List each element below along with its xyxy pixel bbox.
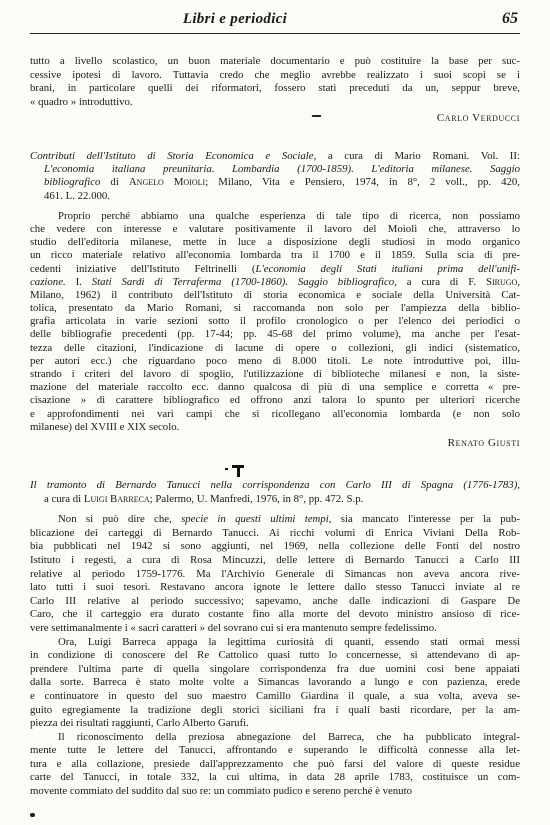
body-line xyxy=(30,731,520,745)
text-segment: e approfondimenti nei vari campi che si ricollegano all'economia lombarda (e non solo xyxy=(30,407,520,420)
body-line xyxy=(30,527,520,541)
body-line xyxy=(30,249,520,262)
text-segment: vere settimanalmente i « sacri caratteri » del sovrano cui si era mantenuto sempre fedelissimo. xyxy=(30,621,437,634)
text-segment: « quadro » introduttivo. xyxy=(30,95,133,108)
printer-foot-mark xyxy=(30,813,35,817)
text-segment: 461. L. 22.000. xyxy=(44,189,110,202)
text-segment: Milano, 1962) il contributo dell'Istituto di storia economica e sociale della Università Cat- xyxy=(30,288,520,301)
body-line xyxy=(30,744,520,758)
text-segment: di xyxy=(100,176,129,189)
body-line xyxy=(30,355,520,368)
text-segment: milanese) del XVIII e XIX secolo. xyxy=(30,420,180,433)
heading-line xyxy=(30,190,520,203)
body-paragraph xyxy=(30,210,520,434)
body-line xyxy=(30,69,520,83)
text-segment: strando i criteri del lavoro di spoglio, l'utilizzazione di biblioteche milanesi e non, la siste- xyxy=(30,368,520,380)
body-line xyxy=(30,785,520,799)
text-segment: un ricco materiale relativo all'economia lombarda tra il 1700 e il 1859. Sulla scia di pre- xyxy=(30,249,520,262)
text-segment: guito egregiamente la tradizione degli storici siciliani fra i quali basti ricordare, per la am- xyxy=(30,703,520,716)
text-segment: bia pubblicati nel 1942 si sono aggiunti, nel 1969, nella collezione delle Fonti del nostro xyxy=(30,540,520,553)
text-segment: carte del Tanucci, in totale 332, la cui ultima, in data 28 aprile 1783, costituisce un com- xyxy=(30,771,520,784)
body-line xyxy=(30,381,520,394)
text-segment: L'economia degli Stati italiani prima dell'unifi- xyxy=(255,262,520,275)
body-line xyxy=(30,210,520,223)
body-paragraph xyxy=(30,636,520,731)
text-segment: L'economia italiana preunitaria. Lombardia (1700-1859). L'editoria milanese. Saggio xyxy=(44,163,520,176)
text-segment: Carlo III relative al periodo successivo; sapevamo, anche dalle indicazioni di Gaspare De xyxy=(30,594,520,607)
heading-line xyxy=(30,493,520,507)
text-segment: relative al periodo 1759-1776. Ma l'Archivio Generale di Simancas non aveva ancora rive- xyxy=(30,567,520,580)
text-segment: cazione. xyxy=(30,275,66,288)
text-segment: Il riconoscimento della preziosa abnegazione del Barreca, che ha pubblicato integral- xyxy=(58,730,520,743)
text-segment: Istituto i regesti, a cura di Rosa Mincuzzi, delle lettere di Bernardo Tanucci a Carlo III xyxy=(30,553,520,566)
body-line xyxy=(30,608,520,622)
review-moioli-section xyxy=(30,150,520,450)
heading-line xyxy=(30,150,520,163)
reviewer-signature: Renato Giusti xyxy=(447,436,520,449)
body-line xyxy=(30,421,520,434)
text-segment: Angelo Moioli xyxy=(128,176,206,189)
body-paragraph xyxy=(30,513,520,635)
body-line xyxy=(30,704,520,718)
body-line xyxy=(30,408,520,421)
text-segment: ; Milano, Vita e Pensiero, 1974, in 8°, 2 voll., pp. 420, xyxy=(205,176,520,189)
body-line xyxy=(30,263,520,276)
running-title: Libri e periodici xyxy=(182,11,288,27)
text-segment: studio dell'editoria milanese, mette in luce a disposizione degli studiosi in modo organico xyxy=(30,236,520,249)
text-segment: dalla sorte. Barreca è stato molte volte a Simancas lavorando a lungo e con pazienza, erede xyxy=(30,676,520,689)
body-line xyxy=(30,595,520,609)
body-line xyxy=(30,758,520,772)
body-line xyxy=(30,690,520,704)
body-line xyxy=(30,302,520,315)
printer-t-mark xyxy=(232,465,244,477)
body-line xyxy=(30,368,520,381)
body-paragraph xyxy=(30,731,520,799)
body-paragraph xyxy=(30,55,520,109)
text-segment: in condizione di conoscere del Re Cattolico quasi tutto lo concernesse, si attendevano di ap- xyxy=(30,649,520,662)
body-line xyxy=(30,82,520,96)
review-closing-section xyxy=(30,55,520,125)
body-line xyxy=(30,554,520,568)
text-segment: Ora, Luigi Barreca appaga la legittima curiosità di quanti, essendo stati ormai messi xyxy=(58,635,520,648)
bibliographic-heading xyxy=(30,479,520,506)
text-segment: Sirugo xyxy=(485,275,518,288)
text-segment: specie in questi ultimi tempi xyxy=(181,513,329,526)
text-segment: delle bibliografie precedenti (pp. 17-44; pp. 45-68 del primo volume), ma anche per l'esat- xyxy=(30,328,520,341)
running-header xyxy=(30,9,520,34)
text-segment: cessive ipotesi di lavoro. Tuttavia credo che meglio avrebbe realizzato i suoi scopi se i xyxy=(30,68,520,81)
body-line xyxy=(30,636,520,650)
text-segment: ; Palermo, U. Manfredi, 1976, in 8°, pp. 472. S.p. xyxy=(149,492,364,505)
body-line xyxy=(30,771,520,785)
text-segment: tutto a livello scolastico, un buon materiale documentario e può costituire la base per suc- xyxy=(30,55,520,67)
text-segment: grafia articolata in varie sezioni sotto il profilo cronologico o per l'elenco dei periodici o xyxy=(30,315,520,328)
body-line xyxy=(30,568,520,582)
text-segment: , a cura di F. xyxy=(394,275,486,288)
text-segment: Il tramonto di Bernardo Tanucci nella corrispondenza con Carlo III di Spagna (1776-1783), xyxy=(30,479,520,491)
body-line xyxy=(30,581,520,595)
body-line xyxy=(30,676,520,690)
heading-line xyxy=(30,479,520,493)
body-line xyxy=(30,394,520,407)
text-segment: Luigi Barreca xyxy=(83,492,150,505)
printer-dot-mark xyxy=(225,468,228,470)
text-segment: piezza dei risultati raggiunti, Carlo Alberto Garufi. xyxy=(30,717,249,730)
printer-dash-mark xyxy=(312,115,322,117)
text-segment: I. xyxy=(65,275,92,288)
body-line xyxy=(30,289,520,302)
text-segment: mente tutte le lettere del Tanucci, affrontando e superando le difficoltà connesse alla let- xyxy=(30,744,520,757)
bibliographic-heading xyxy=(30,150,520,203)
text-segment: e continuatore in questo del suo maestro Camillo Giardina il quale, a sua volta, aveva se- xyxy=(30,689,520,702)
body-line xyxy=(30,622,520,636)
text-segment: per autori ecc.) che riguardano poco meno di 8.000 titoli. Le note introduttive poi, illu- xyxy=(30,354,520,367)
body-line xyxy=(30,513,520,527)
body-line xyxy=(30,717,520,731)
body-line xyxy=(30,223,520,236)
page-number: 65 xyxy=(502,10,518,27)
text-segment: brani, in particolare quelli dei riformatori, fossero stati preceduti da un, seppur breve, xyxy=(30,82,520,95)
text-segment: cedenti iniziative dell'Istituto Feltrinelli ( xyxy=(30,262,256,275)
text-segment: , sia mancato l'interesse per la pub- xyxy=(328,513,520,526)
text-segment: Stati Sardi di Terraferma (1700-1860). Saggio bibliografico xyxy=(91,275,395,288)
text-segment: lato tutti i suoi tesori. Restavano ancora ignote le lettere dallo stesso Tanucci inviate al re xyxy=(30,581,520,594)
body-line xyxy=(30,649,520,663)
text-segment: tezza delle citazioni, l'indicazione di lacune di opere o collezioni, gli indici (sistematico, xyxy=(30,341,520,354)
body-line xyxy=(30,663,520,677)
text-segment: tolica, presentato da Mario Romani, si raccomanda non solo per l'ampiezza della biblio- xyxy=(30,302,520,315)
text-segment: a cura di xyxy=(44,492,84,505)
text-segment: prendere l'ultima parte di quella singolare corrispondenza fra due uomini così bene appaiati xyxy=(30,662,520,675)
text-segment: Non si può dire che, xyxy=(58,513,182,526)
text-segment: Contributi dell'Istituto di Storia Economica e Sociale, xyxy=(30,150,317,162)
text-segment: tura e alla collazione, presiede dall'apprezzamento che può farsi del valore di queste residue xyxy=(30,757,520,770)
body-line xyxy=(30,540,520,554)
heading-line xyxy=(30,163,520,176)
text-segment: Proprio perché abbiamo una qualche esperienza di tale tipo di ricerca, non possiamo xyxy=(58,209,520,222)
text-segment: a cura di Mario Romani. Vol. II: xyxy=(316,150,520,162)
text-segment: cisazione » di carattere bibliografico ed offrono anzi talora lo spunto per ulteriori ricerche xyxy=(30,394,520,407)
review-tanucci-section xyxy=(30,479,520,799)
text-segment: , xyxy=(517,275,521,288)
text-segment: bibliografico xyxy=(44,176,101,189)
reviewer-signature: Carlo Verducci xyxy=(436,112,520,125)
text-segment: blicazione dei carteggi di Bernardo Tanucci. Ai ricchi volumi di Enrica Viviani Della Rob- xyxy=(30,526,520,539)
text-segment: che vedere con interesse e valutare positivamente il lavoro del Moioli che, attraverso lo xyxy=(30,222,520,235)
text-segment: movente commiato del suddito dal suo re: un commiato pudico e sereno perché è venuto xyxy=(30,785,412,798)
body-line xyxy=(30,276,520,289)
heading-line xyxy=(30,176,520,189)
body-line xyxy=(30,55,520,69)
body-line xyxy=(30,236,520,249)
text-segment: Caro, che il carteggio era durato costante fino alla morte del devoto ministro ansioso di rice- xyxy=(30,608,520,621)
body-line xyxy=(30,96,520,110)
body-line xyxy=(30,342,520,355)
text-segment: mazione del materiale raccolto ecc. danno qualcosa di più di una semplice e corretta « pre- xyxy=(30,381,520,394)
body-line xyxy=(30,328,520,341)
body-line xyxy=(30,315,520,328)
